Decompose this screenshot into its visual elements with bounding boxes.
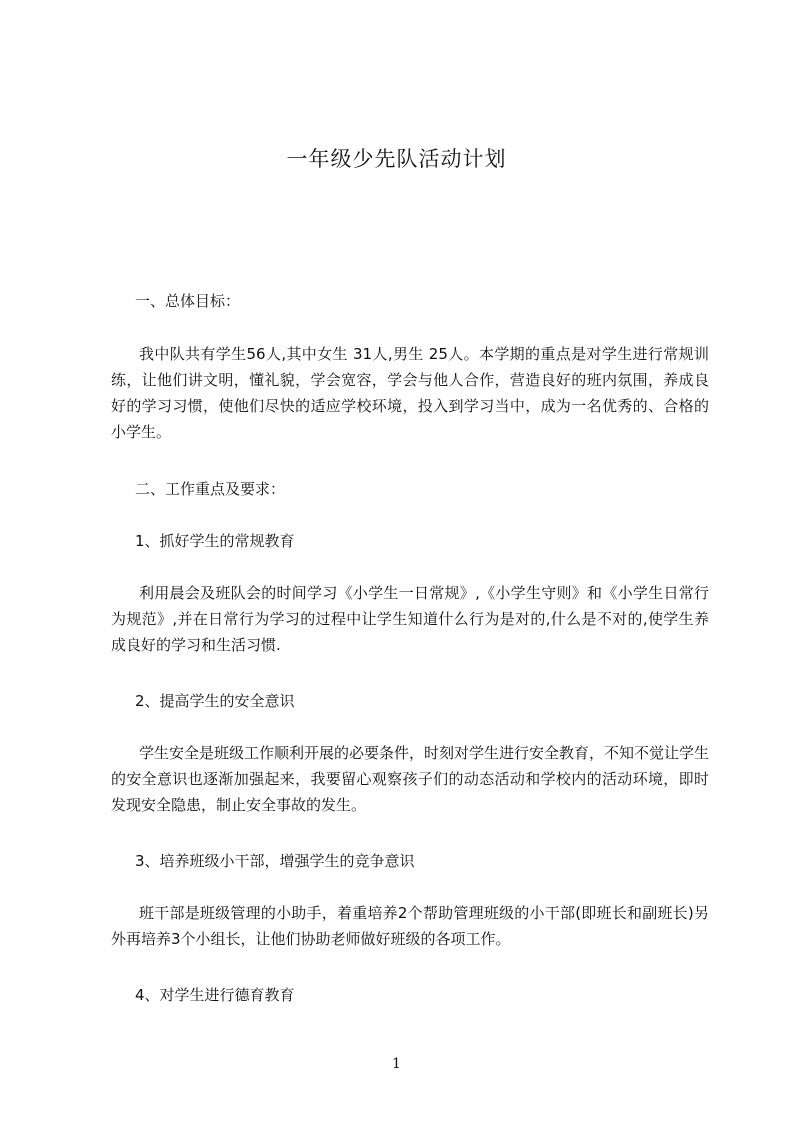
paragraph-class-leaders: 班干部是班级管理的小助手，着重培养2个帮助管理班级的小干部(即班长和副班长)另外再培养3个小组长，让他们协助老师做好班级的各项工作。 — [111, 904, 709, 948]
item-heading-moral-education: 4、对学生进行德育教育 — [135, 986, 295, 1004]
page-number: 1 — [392, 1056, 401, 1072]
item-heading-class-leaders: 3、培养班级小干部，增强学生的竞争意识 — [135, 852, 415, 870]
item-heading-routine-education: 1、抓好学生的常规教育 — [135, 532, 295, 550]
section-heading-work-focus: 二、工作重点及要求： — [135, 480, 286, 498]
paragraph-routine-education: 利用晨会及班队会的时间学习《小学生一日常规》,《小学生守则》和《小学生日常行为规范》,并在日常行为学习的过程中让学生知道什么行为是对的,什么是不对的,使学生养成良好的学习和生活习惯. — [111, 584, 709, 654]
document-title: 一年级少先队活动计划 — [286, 147, 507, 171]
paragraph-safety-awareness: 学生安全是班级工作顺利开展的必要条件，时刻对学生进行安全教育，不知不觉让学生的安全意识也逐渐加强起来，我要留心观察孩子们的动态活动和学校内的活动环境，即时发现安全隐患，制止安全事故的发生。 — [111, 744, 710, 814]
item-heading-safety-awareness: 2、提高学生的安全意识 — [135, 692, 295, 710]
paragraph-overall-goal: 我中队共有学生56人,其中女生 31人,男生 25人。本学期的重点是对学生进行常规训练，让他们讲文明，懂礼貌，学会宽容，学会与他人合作，营造良好的班内氛围，养成良好的学习习惯，使他们尽快的适应学校环境，投入到学习当中，成为一名优秀的、合格的小学生。 — [111, 345, 709, 441]
section-heading-overall-goal: 一、总体目标： — [135, 292, 241, 310]
